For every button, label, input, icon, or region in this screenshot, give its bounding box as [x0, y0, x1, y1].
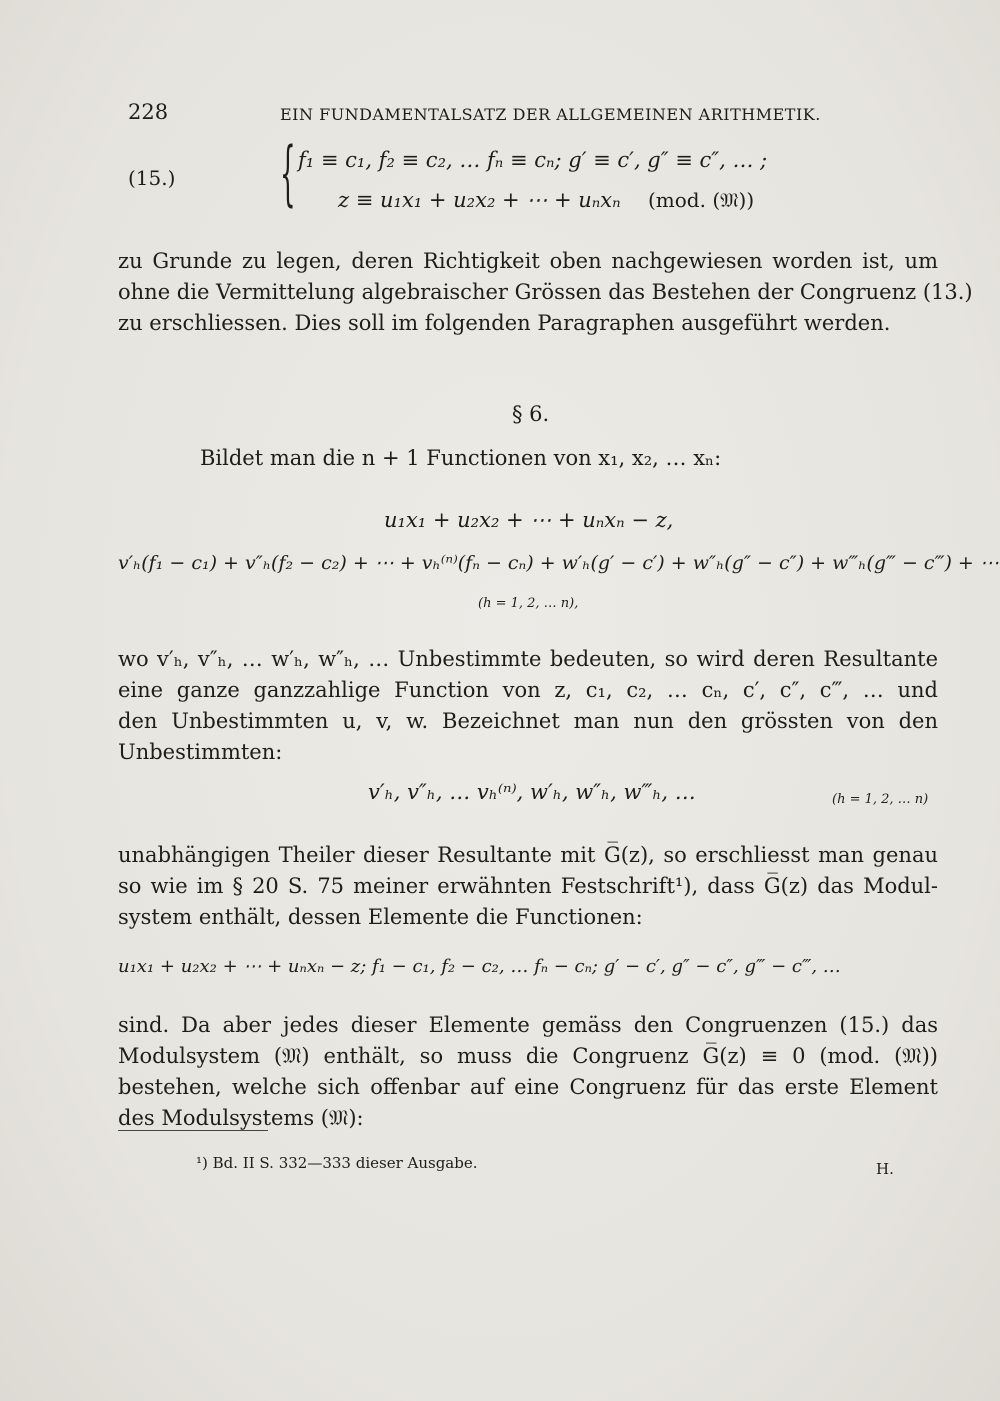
paragraph-4-line: so wie im § 20 S. 75 meiner erwähnten Festschrift¹), dass G̅(z) das Modul- [118, 874, 938, 898]
paragraph-5 [118, 1010, 938, 1134]
equation-c-range: (h = 1, 2, … n) [832, 792, 929, 807]
running-title: EIN FUNDAMENTALSATZ DER ALLGEMEINEN ARITHMETIK. [280, 105, 821, 124]
paragraph-5-line: sind. Da aber jedes dieser Elemente gemäss den Congruenzen (15.) das [118, 1013, 938, 1037]
equation-a: u₁x₁ + u₂x₂ + ⋯ + uₙxₙ − z, [384, 508, 674, 532]
paragraph-1-line: zu erschliessen. Dies soll im folgenden Paragraphen ausgeführt werden. [118, 311, 891, 335]
paragraph-5-line: Modulsystem (𝔐) enthält, so muss die Congruenz G̅(z) ≡ 0 (mod. (𝔐)) [118, 1044, 938, 1068]
paragraph-1-line: zu Grunde zu legen, deren Richtigkeit oben nachgewiesen worden ist, um [118, 249, 938, 273]
section-heading: § 6. [512, 402, 550, 426]
footnote-text: ¹) Bd. II S. 332—333 dieser Ausgabe. [196, 1154, 478, 1172]
paragraph-2: Bildet man die n + 1 Functionen von x₁, x₂, … xₙ: [200, 446, 722, 470]
paragraph-3 [118, 644, 938, 768]
equation-15-line2: z ≡ u₁x₁ + u₂x₂ + ⋯ + uₙxₙ [338, 188, 621, 212]
paragraph-5-line: des Modulsystems (𝔐): [118, 1106, 364, 1130]
equation-brace: { [280, 132, 296, 214]
equation-d: u₁x₁ + u₂x₂ + ⋯ + uₙxₙ − z; f₁ − c₁, f₂ − c₂, … fₙ − cₙ; g′ − c′, g″ − c″, g‴ − c‴, … [118, 956, 841, 977]
footnote-rule [118, 1130, 268, 1131]
paragraph-3-line: eine ganze ganzzahlige Function von z, c₁, c₂, … cₙ, c′, c″, c‴, … und [118, 678, 938, 702]
paragraph-4-line: system enthält, dessen Elemente die Functionen: [118, 905, 643, 929]
equation-label-15: (15.) [128, 166, 176, 190]
paragraph-3-line: wo v′ₕ, v″ₕ, … w′ₕ, w″ₕ, … Unbestimmte bedeuten, so wird deren Resultante [118, 647, 938, 671]
paragraph-3-line: den Unbestimmten u, v, w. Bezeichnet man nun den grössten von den [118, 709, 938, 733]
footnote-initial: H. [876, 1160, 894, 1178]
page-number: 228 [128, 100, 169, 124]
equation-c: v′ₕ, v″ₕ, … vₕ⁽ⁿ⁾, w′ₕ, w″ₕ, w‴ₕ, … [368, 780, 696, 804]
paragraph-4 [118, 840, 938, 933]
equation-b-range: (h = 1, 2, … n), [478, 596, 579, 611]
paragraph-1-line: ohne die Vermittelung algebraischer Grössen das Bestehen der Congruenz (13.) [118, 280, 973, 304]
paragraph-1 [118, 246, 973, 339]
equation-15-line1: f₁ ≡ c₁, f₂ ≡ c₂, … fₙ ≡ cₙ; g′ ≡ c′, g″ ≡ c″, … ; [298, 148, 768, 172]
equation-b: v′ₕ(f₁ − c₁) + v″ₕ(f₂ − c₂) + ⋯ + vₕ⁽ⁿ⁾(fₙ − cₙ) + w′ₕ(g′ − c′) + w″ₕ(g″ − c″) + w‴ₕ(g‴ − c‴) + ⋯ [118, 552, 999, 574]
paragraph-4-line: unabhängigen Theiler dieser Resultante mit G̅(z), so erschliesst man genau [118, 843, 938, 867]
paragraph-5-line: bestehen, welche sich offenbar auf eine Congruenz für das erste Element [118, 1075, 938, 1099]
equation-15-mod: (mod. (𝔐)) [648, 188, 755, 212]
paragraph-3-line: Unbestimmten: [118, 740, 283, 764]
